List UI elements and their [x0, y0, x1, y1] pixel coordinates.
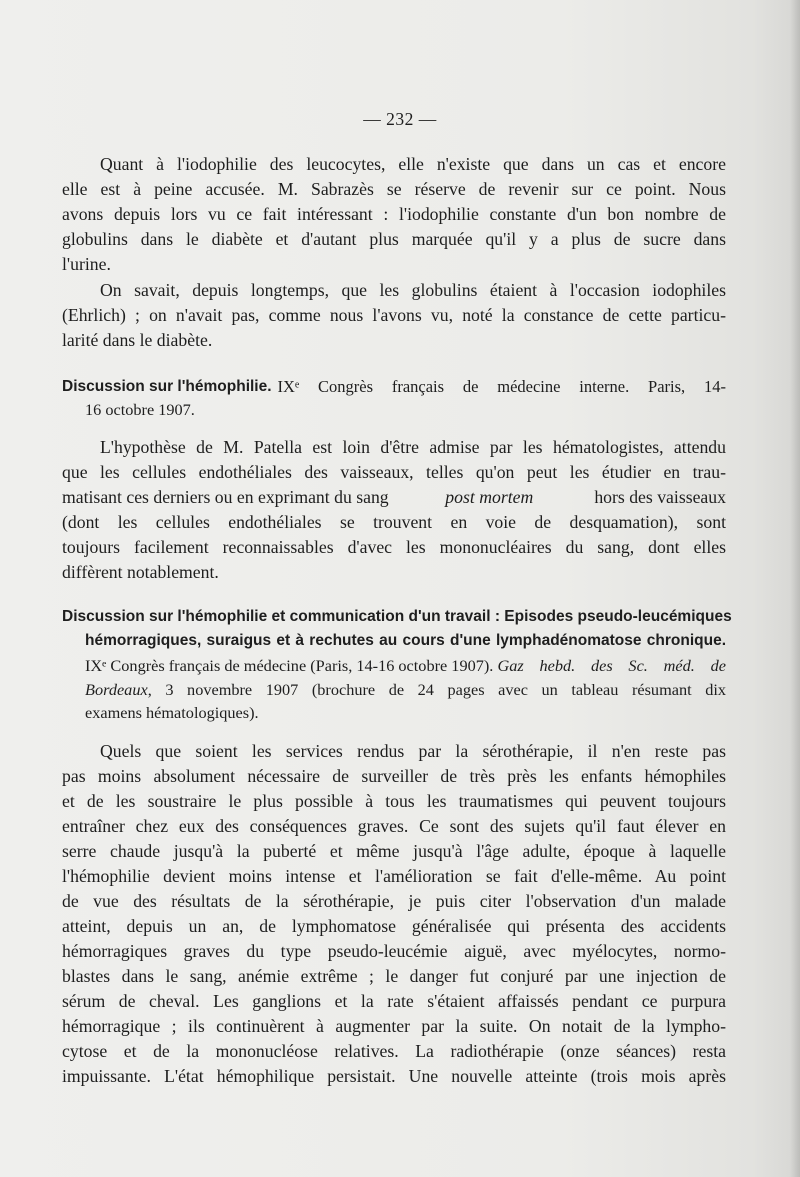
reference-line: examens hématologiques). [85, 703, 259, 722]
text-line: larité dans le diabète. [62, 330, 213, 350]
text-line: blastes dans le sang, anémie extrême ; le danger fut conjuré par une injection de [62, 966, 726, 986]
text-line: toujours facilement reconnaissables d'avec les mononucléaires du sang, dont elles [62, 537, 726, 557]
reference-line: 16 octobre 1907. [85, 400, 195, 419]
text-line: de vue des résultats de la sérothérapie, je puis citer l'observation d'un malade [62, 891, 726, 911]
text-segment: hors des vaisseaux [589, 487, 726, 507]
text-line: globulins dans le diabète et d'autant plus marquée qu'il y a plus de sucre dans [62, 229, 726, 249]
text-line: et de les soustraire le plus possible à tous les traumatismes qui peuvent toujours [62, 791, 726, 811]
reference-details: IXᵉ Congrès français de médecine interne. Paris, 14- [277, 377, 726, 396]
text-line: L'hypothèse de M. Patella est loin d'être admise par les hématologistes, attendu [100, 437, 726, 457]
page-edge-shadow [790, 0, 800, 1177]
text-line: sérum de cheval. Les ganglions et la rate s'étaient affaissés pendant ce purpura [62, 991, 726, 1011]
journal-title: Bordeaux [85, 680, 148, 699]
page-number: — 232 — [363, 109, 437, 129]
text-line: (dont les cellules endothéliales se trouvent en voie de desquamation), sont [62, 512, 726, 532]
reference-line [85, 658, 726, 674]
text-line: On savait, depuis longtemps, que les globulins étaient à l'occasion iodophiles [100, 280, 726, 300]
text-line: impuissante. L'état hémophilique persistait. Une nouvelle atteinte (trois mois après [62, 1066, 726, 1086]
text-line: cytose et de la mononucléose relatives. La radiothérapie (onze séances) resta [62, 1041, 726, 1061]
text-line: (Ehrlich) ; on n'avait pas, comme nous l'avons vu, noté la constance de cette particu- [62, 305, 726, 325]
text-line: avons depuis lors vu ce fait intéressant : l'iodophilie constante d'un bon nombre de [62, 204, 726, 224]
text-line: l'urine. [62, 254, 111, 274]
journal-title: Gaz hebd. des Sc. méd. de [497, 656, 726, 675]
reference-title: hémorragiques, suraigus et à rechutes au cours d'une lymphadénomatose chronique. [85, 632, 726, 649]
text-line: pas moins absolument nécessaire de surveiller de très près les enfants hémophiles [62, 766, 726, 786]
italic-term: post mortem [445, 487, 534, 507]
text-line: Quant à l'iodophilie des leucocytes, elle n'existe que dans un cas et encore [100, 154, 726, 174]
reference-title: Discussion sur l'hémophilie et communication d'un travail : Episodes pseudo-leucémiques [62, 608, 732, 625]
text-line: hémorragiques graves du type pseudo-leucémie aiguë, avec myélocytes, normo- [62, 941, 726, 961]
reference-line [62, 379, 726, 396]
text-line: entraîner chez eux des conséquences graves. Ce sont des sujets qu'il faut élever en [62, 816, 726, 836]
text-line: serre chaude jusqu'à la puberté et même jusqu'à l'âge adulte, époque à laquelle [62, 841, 726, 861]
reference-title: Discussion sur l'hémophilie. [62, 378, 272, 395]
reference-details: IXᵉ Congrès français de médecine (Paris, 14-16 octobre 1907). [85, 656, 498, 675]
text-line: diffèrent notablement. [62, 562, 219, 582]
text-line: que les cellules endothéliales des vaisseaux, telles qu'on peut les étudier en trau- [62, 462, 726, 482]
reference-details: , 3 novembre 1907 (brochure de 24 pages avec un tableau résumant dix [147, 680, 726, 699]
text-line: elle est à peine accusée. M. Sabrazès se réserve de revenir sur ce point. Nous [62, 179, 726, 199]
text-line: hémorragique ; ils continuèrent à augmenter par la suite. On notait de la lympho- [62, 1016, 726, 1036]
text-line [62, 489, 726, 507]
text-line: Quels que soient les services rendus par la sérothérapie, il n'en reste pas [100, 741, 726, 761]
text-segment: matisant ces derniers ou en exprimant du sang [62, 487, 389, 507]
reference-line [85, 682, 726, 698]
text-line: atteint, depuis un an, de lymphomatose généralisée qui présenta des accidents [62, 916, 726, 936]
text-line: l'hémophilie devient moins intense et l'amélioration se fait d'elle-même. Au point [62, 866, 726, 886]
